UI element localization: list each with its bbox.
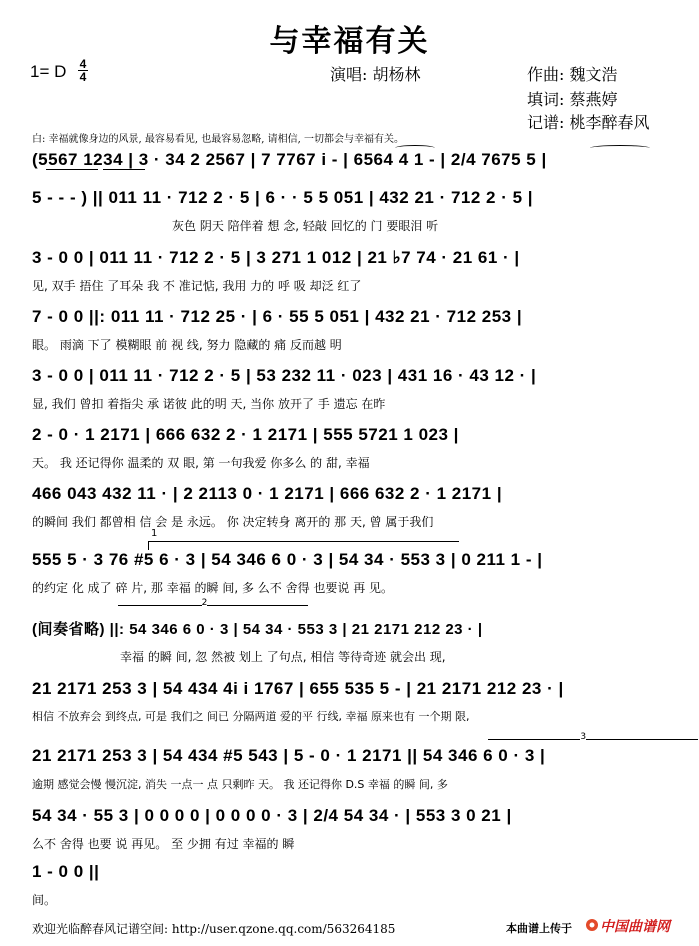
score-row-6: 2 - 0 · 1 2171 | 666 632 2 · 1 2171 | 555 5721 1 023 | — [32, 425, 459, 444]
lyricist-credit: 填词: 蔡燕婷 — [527, 90, 618, 109]
slur-mark — [395, 145, 435, 151]
lyric-row-6: 天。 我 还记得你 温柔的 双 眼, 第 一句我爱 你多么 的 甜, 幸福 — [32, 456, 370, 470]
slur-mark — [590, 145, 650, 151]
time-signature — [78, 58, 88, 83]
score-row-4: 7 - 0 0 ||: 011 11 · 712 25 · | 6 · 55 5 051 | 432 21 · 712 253 | — [32, 307, 523, 326]
score-row-3: 3 - 0 0 | 011 11 · 712 2 · 5 | 3 271 1 012 | 21 ♭7 74 · 21 61 · | — [32, 248, 520, 267]
beam-underline — [46, 169, 98, 170]
lyric-row-2: 灰色 阴天 陪伴着 想 念, 轻敲 回忆的 门 要眼泪 听 — [172, 219, 439, 233]
score-row-8: 555 5 · 3 76 #5 6 · 3 | 54 346 6 0 · 3 | 54 34 · 553 3 | 0 211 1 - | — [32, 550, 543, 569]
lyric-row-10: 相信 不放弃会 到终点, 可是 我们之 间已 分隔两道 爱的平 行线, 幸福 原来也有 一个期 限, — [32, 710, 470, 723]
singer-credit: 演唱: 胡杨林 — [330, 65, 421, 84]
lyric-row-12: 么不 舍得 也要 说 再见。 至 少拥 有过 幸福的 瞬 — [32, 837, 295, 851]
lyric-row-7: 的瞬间 我们 都曾相 信 会 是 永远。 你 决定转身 离开的 那 天, 曾 属于我们 — [32, 515, 434, 529]
score-row-9: (间奏省略) ||: 54 346 6 0 · 3 | 54 34 · 553 3 | 21 2171 212 23 · | — [32, 621, 483, 638]
volta-label-1: 1 — [151, 528, 158, 539]
score-row-11: 21 2171 253 3 | 54 434 #5 543 | 5 - 0 · 1 2171 || 54 346 6 0 · 3 | — [32, 746, 546, 765]
key-signature: 1= D — [30, 62, 67, 81]
transcriber-credit: 记谱: 桃李醉春风 — [527, 113, 650, 132]
footer-upload-text: 本曲谱上传于 — [506, 922, 572, 935]
score-row-1: (5567 1234 | 3 · 34 2 2567 | 7 7767 i - | 6564 4 1 - | 2/4 7675 5 | — [32, 150, 547, 169]
lyric-row-5: 显, 我们 曾扣 着指尖 承 诺彼 此的明 天, 当你 放开了 手 遗忘 在昨 — [32, 397, 386, 411]
narration-text: 白: 幸福就像身边的风景, 最容易看见, 也最容易忽略, 请相信, 一切都会与幸福有关。 — [32, 134, 404, 145]
score-row-7: 466 043 432 11 · | 2 2113 0 · 1 2171 | 666 632 2 · 1 2171 | — [32, 484, 503, 503]
site-logo-icon — [585, 918, 599, 932]
score-row-12: 54 34 · 55 3 | 0 0 0 0 | 0 0 0 0 · 3 | 2/4 54 34 · | 553 3 0 21 | — [32, 806, 512, 825]
volta-bracket-2 — [118, 598, 308, 614]
lyric-row-9: 幸福 的瞬 间, 忽 然被 划上 了句点, 相信 等待奇迹 就会出 现, — [120, 650, 446, 664]
footer-site-link[interactable]: 欢迎光临醉春风记谱空间: http://user.qzone.qq.com/563264185 — [32, 922, 396, 936]
score-row-2: 5 - - - ) || 011 11 · 712 2 · 5 | 6 · · 5 5 051 | 432 21 · 712 2 · 5 | — [32, 188, 534, 207]
meter-bottom: 4 — [79, 70, 87, 84]
beam-underline — [103, 169, 145, 170]
lyric-row-8: 的约定 化 成了 碎 片, 那 幸福 的瞬 间, 多 么不 舍得 也要说 再 见。 — [32, 581, 394, 595]
meter-top: 4 — [79, 57, 87, 71]
volta-bracket-1 — [148, 528, 459, 550]
page-title: 与幸福有关 — [269, 24, 430, 59]
volta-label-2: 2 — [201, 598, 208, 608]
lyric-row-4: 眼。 雨滴 下了 模糊眼 前 视 线, 努力 隐藏的 痛 反而越 明 — [32, 338, 342, 352]
score-row-10: 21 2171 253 3 | 54 434 4i i 1767 | 655 535 5 - | 21 2171 212 23 · | — [32, 679, 564, 698]
score-row-5: 3 - 0 0 | 011 11 · 712 2 · 5 | 53 232 11 · 023 | 431 16 · 43 12 · | — [32, 366, 537, 385]
lyric-row-13: 间。 — [32, 893, 57, 907]
site-logo-text[interactable]: 中国曲谱网 — [600, 919, 670, 935]
lyric-row-3: 见, 双手 捂住 了耳朵 我 不 准记惦, 我用 力的 呼 吸 却泛 红了 — [32, 279, 362, 293]
score-row-13: 1 - 0 0 || — [32, 862, 100, 881]
volta-label-3: 3 — [580, 732, 587, 742]
composer-credit: 作曲: 魏文浩 — [527, 65, 618, 84]
lyric-row-11: 逾期 感觉会慢 慢沉淀, 消失 一点一 点 只剩昨 天。 我 还记得你 D.S 幸福 的瞬 间, 多 — [32, 778, 448, 791]
volta-bracket-3 — [488, 732, 698, 742]
